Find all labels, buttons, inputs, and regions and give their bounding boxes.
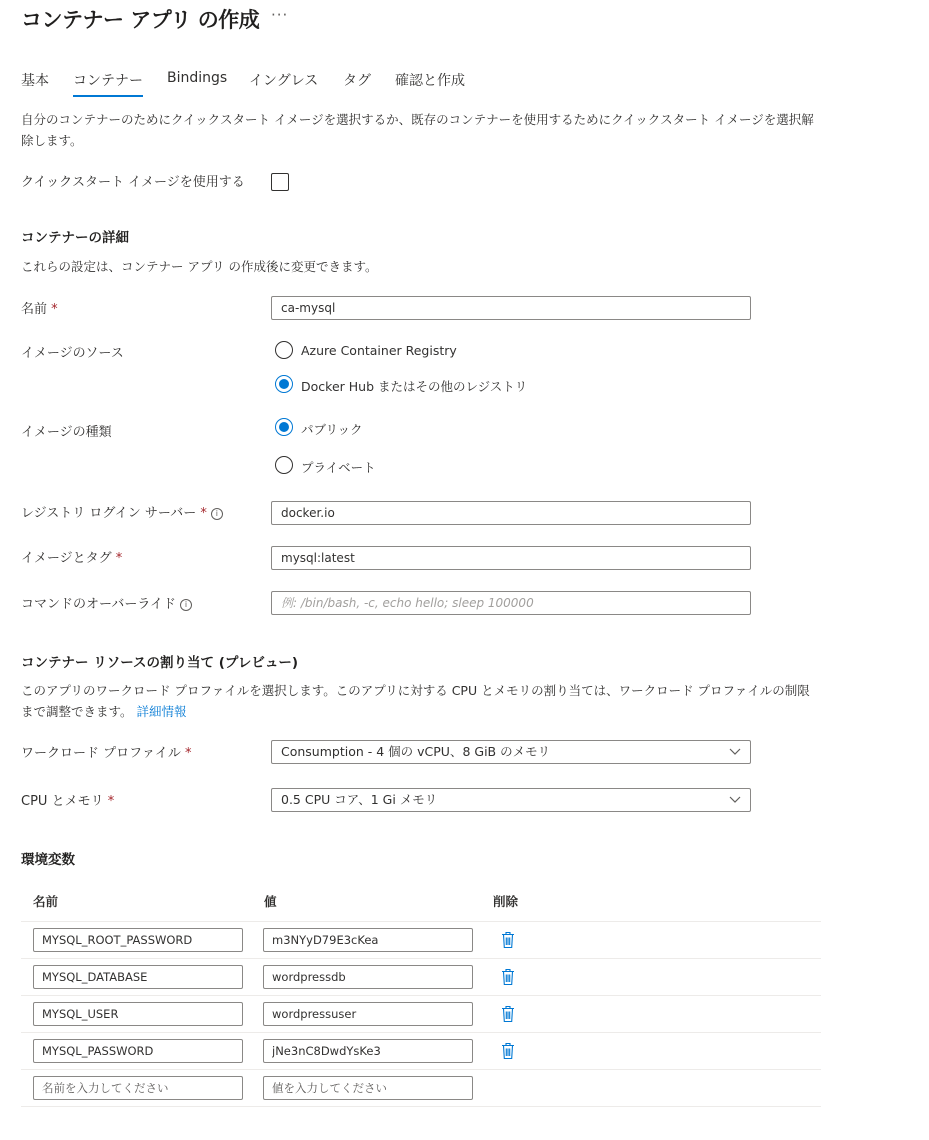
info-icon[interactable]: i bbox=[211, 508, 223, 520]
resources-description-text: このアプリのワークロード プロファイルを選択します。このアプリに対する CPU とメモリの割り当ては、ワークロード プロファイルの制限まで調整できます。 bbox=[21, 683, 810, 719]
chevron-down-icon bbox=[728, 792, 742, 806]
divider bbox=[21, 1106, 821, 1107]
tab-ingress[interactable]: イングレス bbox=[249, 73, 319, 89]
trash-icon[interactable] bbox=[500, 1005, 516, 1023]
env-name-input[interactable] bbox=[33, 928, 243, 952]
quickstart-label: クイックスタート イメージを使用する bbox=[21, 175, 245, 190]
registry-input[interactable] bbox=[271, 501, 751, 525]
trash-icon[interactable] bbox=[500, 1042, 516, 1060]
image-tag-label-text: イメージとタグ bbox=[21, 551, 112, 566]
trash-icon[interactable] bbox=[500, 968, 516, 986]
radio-acr-label: Azure Container Registry bbox=[301, 343, 457, 358]
resources-heading: コンテナー リソースの割り当て (プレビュー) bbox=[21, 655, 299, 671]
env-name-input[interactable] bbox=[33, 1039, 243, 1063]
page-title: コンテナー アプリ の作成 bbox=[21, 8, 260, 32]
name-input[interactable] bbox=[271, 296, 751, 320]
cpu-memory-value: 0.5 CPU コア、1 Gi メモリ bbox=[281, 792, 438, 807]
chevron-down-icon bbox=[728, 744, 742, 758]
tab-tags[interactable]: タグ bbox=[343, 73, 371, 89]
env-value-input[interactable] bbox=[263, 1002, 473, 1026]
cpu-label-text: CPU とメモリ bbox=[21, 794, 104, 809]
image-tag-label bbox=[21, 547, 122, 566]
info-icon[interactable]: i bbox=[180, 599, 192, 611]
workload-dropdown[interactable] bbox=[271, 740, 751, 764]
name-label-text: 名前 bbox=[21, 302, 48, 317]
env-heading: 環境変数 bbox=[21, 852, 75, 868]
tab-bindings[interactable]: Bindings bbox=[167, 70, 228, 86]
required-mark: * bbox=[107, 794, 115, 809]
container-details-description: これらの設定は、コンテナー アプリ の作成後に変更できます。 bbox=[21, 259, 378, 274]
tab-review-create[interactable]: 確認と作成 bbox=[395, 73, 465, 89]
env-name-input[interactable] bbox=[33, 1002, 243, 1026]
radio-acr[interactable] bbox=[275, 341, 293, 359]
divider bbox=[21, 1032, 821, 1033]
image-tag-input[interactable] bbox=[271, 546, 751, 570]
tab-container[interactable]: コンテナー bbox=[73, 73, 143, 89]
divider bbox=[21, 958, 821, 959]
tab-basics[interactable]: 基本 bbox=[21, 73, 49, 89]
env-name-input[interactable] bbox=[33, 965, 243, 989]
new-env-value-input[interactable] bbox=[263, 1076, 473, 1100]
required-mark: * bbox=[51, 302, 58, 317]
resources-description bbox=[21, 680, 821, 722]
registry-label bbox=[21, 502, 223, 521]
image-source-label: イメージのソース bbox=[21, 346, 124, 361]
radio-docker-hub-label: Docker Hub またはその他のレジストリ bbox=[301, 379, 528, 394]
required-mark: * bbox=[115, 551, 123, 566]
learn-more-link[interactable]: 詳細情報 bbox=[136, 704, 187, 719]
column-header-value: 値 bbox=[264, 894, 277, 909]
intro-text: 自分のコンテナーのためにクイックスタート イメージを選択するか、既存のコンテナーを使用するためにクイックスタート イメージを選択解除します。 bbox=[21, 112, 814, 148]
active-tab-indicator bbox=[73, 95, 143, 97]
env-value-input[interactable] bbox=[263, 928, 473, 952]
radio-public-label: パブリック bbox=[301, 422, 363, 437]
divider bbox=[21, 1069, 821, 1070]
radio-docker-hub[interactable] bbox=[275, 375, 293, 393]
command-input[interactable] bbox=[271, 591, 751, 615]
cpu-label bbox=[21, 790, 114, 809]
command-label-text: コマンドのオーバーライド bbox=[21, 597, 176, 612]
registry-label-text: レジストリ ログイン サーバー bbox=[21, 506, 197, 521]
name-label bbox=[21, 298, 58, 317]
command-label bbox=[21, 593, 192, 612]
workload-value: Consumption - 4 個の vCPU、8 GiB のメモリ bbox=[281, 744, 551, 759]
workload-label-text: ワークロード プロファイル bbox=[21, 746, 181, 761]
trash-icon[interactable] bbox=[500, 931, 516, 949]
required-mark: * bbox=[200, 506, 207, 521]
image-type-label: イメージの種類 bbox=[21, 425, 112, 440]
env-value-input[interactable] bbox=[263, 965, 473, 989]
column-header-name: 名前 bbox=[33, 894, 59, 909]
divider bbox=[21, 995, 821, 996]
cpu-memory-dropdown[interactable] bbox=[271, 788, 751, 812]
radio-public[interactable] bbox=[275, 418, 293, 436]
new-env-name-input[interactable] bbox=[33, 1076, 243, 1100]
required-mark: * bbox=[185, 746, 192, 761]
column-header-delete: 削除 bbox=[493, 894, 519, 909]
radio-private[interactable] bbox=[275, 456, 293, 474]
env-value-input[interactable] bbox=[263, 1039, 473, 1063]
more-options-button[interactable]: ··· bbox=[271, 6, 289, 24]
workload-label bbox=[21, 742, 192, 761]
container-details-heading: コンテナーの詳細 bbox=[21, 230, 129, 246]
radio-private-label: プライベート bbox=[301, 460, 376, 475]
divider bbox=[21, 921, 821, 922]
quickstart-checkbox[interactable] bbox=[271, 173, 289, 191]
